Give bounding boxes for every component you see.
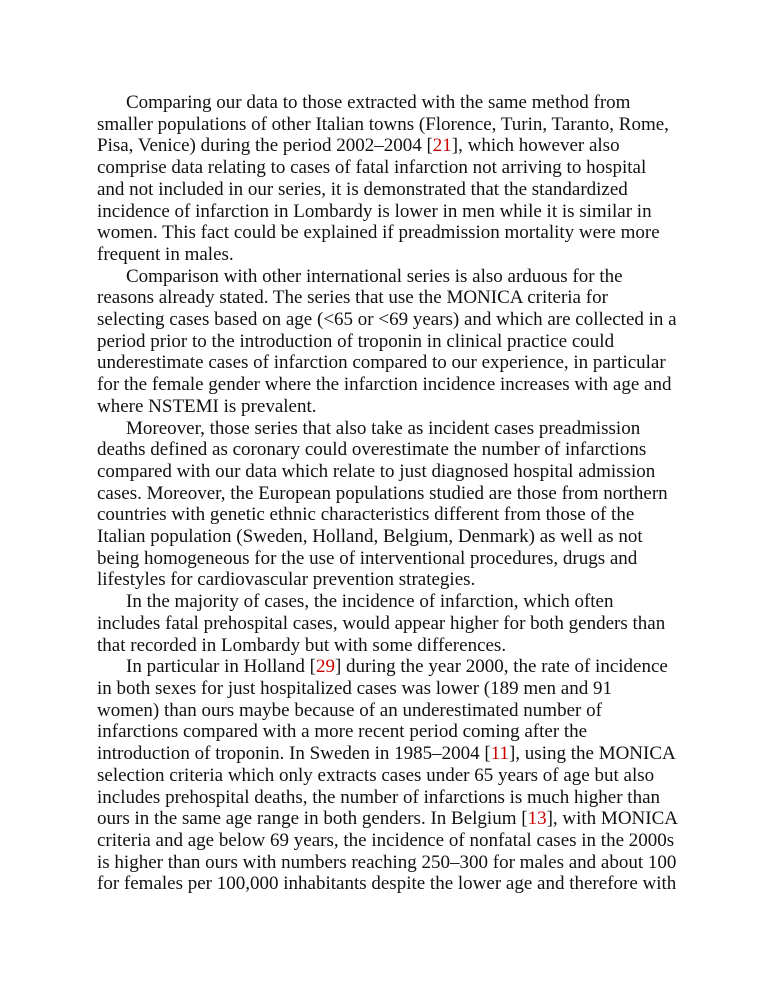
text-line	[97, 873, 677, 895]
text-segment: for the female gender where the infarction incidence increases with age and	[97, 374, 672, 396]
text-line	[97, 287, 677, 309]
text-segment: ], with MONICA	[546, 808, 678, 830]
text-line	[97, 483, 677, 505]
text-line	[97, 830, 677, 852]
text-line	[97, 266, 677, 288]
document-body	[97, 92, 677, 895]
text-line	[97, 526, 677, 548]
citation-link[interactable]: 29	[315, 656, 335, 678]
text-line	[97, 613, 677, 635]
citation-link[interactable]: 21	[432, 135, 452, 157]
text-segment: introduction of troponin. In Sweden in 1985–2004 [	[97, 743, 491, 765]
text-line	[97, 92, 677, 114]
paragraph	[97, 266, 677, 418]
text-segment: smaller populations of other Italian towns (Florence, Turin, Taranto, Rome,	[97, 113, 669, 135]
text-line	[97, 678, 677, 700]
text-line	[97, 743, 677, 765]
text-segment: period prior to the introduction of troponin in clinical practice could	[97, 330, 615, 352]
text-line	[97, 635, 677, 657]
text-segment: deaths defined as coronary could overestimate the number of infarctions	[97, 439, 647, 461]
text-line	[97, 179, 677, 201]
text-line	[97, 114, 677, 136]
text-segment: countries with genetic ethnic characteristics different from those of the	[97, 504, 635, 526]
text-segment: ] during the year 2000, the rate of incidence	[334, 656, 668, 678]
text-segment: underestimate cases of infarction compared to our experience, in particular	[97, 352, 666, 374]
text-line	[97, 656, 677, 678]
text-segment: ], which however also	[451, 135, 620, 157]
text-segment: being homogeneous for the use of interventional procedures, drugs and	[97, 547, 638, 569]
text-line	[97, 569, 677, 591]
paragraph	[97, 656, 677, 895]
text-segment: is higher than ours with numbers reaching 250–300 for males and about 100	[97, 851, 677, 873]
text-line	[97, 461, 677, 483]
text-line	[97, 591, 677, 613]
text-line	[97, 787, 677, 809]
text-line	[97, 721, 677, 743]
text-line	[97, 700, 677, 722]
text-segment: Moreover, those series that also take as incident cases preadmission	[126, 417, 641, 439]
text-line	[97, 222, 677, 244]
text-segment: includes prehospital deaths, the number of infarctions is much higher than	[97, 786, 660, 808]
text-segment: where NSTEMI is prevalent.	[97, 395, 317, 417]
text-line	[97, 157, 677, 179]
text-segment: incidence of infarction in Lombardy is lower in men while it is similar in	[97, 200, 652, 222]
text-segment: frequent in males.	[97, 243, 234, 265]
text-segment: Pisa, Venice) during the period 2002–2004 [	[97, 135, 433, 157]
text-line	[97, 244, 677, 266]
text-segment: lifestyles for cardiovascular prevention strategies.	[97, 569, 476, 591]
text-segment: In particular in Holland [	[126, 656, 316, 678]
text-segment: ], using the MONICA	[508, 743, 676, 765]
text-segment: ours in the same age range in both genders. In Belgium [	[97, 808, 528, 830]
text-segment: Comparison with other international series is also arduous for the	[126, 265, 623, 287]
citation-link[interactable]: 11	[490, 743, 509, 765]
text-segment: compared with our data which relate to just diagnosed hospital admission	[97, 460, 656, 482]
text-line	[97, 418, 677, 440]
text-segment: infarctions compared with a more recent period coming after the	[97, 721, 588, 743]
text-line	[97, 808, 677, 830]
text-segment: women) than ours maybe because of an underestimated number of	[97, 699, 602, 721]
text-segment: Italian population (Sweden, Holland, Belgium, Denmark) as well as not	[97, 526, 643, 548]
text-line	[97, 374, 677, 396]
text-segment: in both sexes for just hospitalized cases was lower (189 men and 91	[97, 677, 612, 699]
text-segment: criteria and age below 69 years, the incidence of nonfatal cases in the 2000s	[97, 829, 675, 851]
text-line	[97, 765, 677, 787]
text-line	[97, 352, 677, 374]
citation-link[interactable]: 13	[527, 808, 547, 830]
text-segment: reasons already stated. The series that use the MONICA criteria for	[97, 287, 608, 309]
text-segment: that recorded in Lombardy but with some differences.	[97, 634, 507, 656]
text-line	[97, 135, 677, 157]
text-segment: comprise data relating to cases of fatal infarction not arriving to hospital	[97, 157, 647, 179]
text-segment: women. This fact could be explained if preadmission mortality were more	[97, 222, 660, 244]
text-line	[97, 548, 677, 570]
text-segment: Comparing our data to those extracted with the same method from	[126, 92, 631, 113]
text-segment: In the majority of cases, the incidence of infarction, which often	[126, 591, 614, 613]
paragraph	[97, 418, 677, 592]
text-segment: cases. Moreover, the European populations studied are those from northern	[97, 482, 668, 504]
text-segment: selection criteria which only extracts cases under 65 years of age but also	[97, 764, 655, 786]
text-line	[97, 201, 677, 223]
text-line	[97, 331, 677, 353]
paragraph	[97, 591, 677, 656]
text-segment: and not included in our series, it is demonstrated that the standardized	[97, 178, 628, 200]
text-line	[97, 309, 677, 331]
text-segment: includes fatal prehospital cases, would appear higher for both genders than	[97, 612, 666, 634]
text-segment: for females per 100,000 inhabitants despite the lower age and therefore with	[97, 873, 677, 895]
text-line	[97, 396, 677, 418]
text-line	[97, 439, 677, 461]
text-line	[97, 852, 677, 874]
paragraph	[97, 92, 677, 266]
text-line	[97, 504, 677, 526]
text-segment: selecting cases based on age (<65 or <69 years) and which are collected in a	[97, 309, 677, 331]
